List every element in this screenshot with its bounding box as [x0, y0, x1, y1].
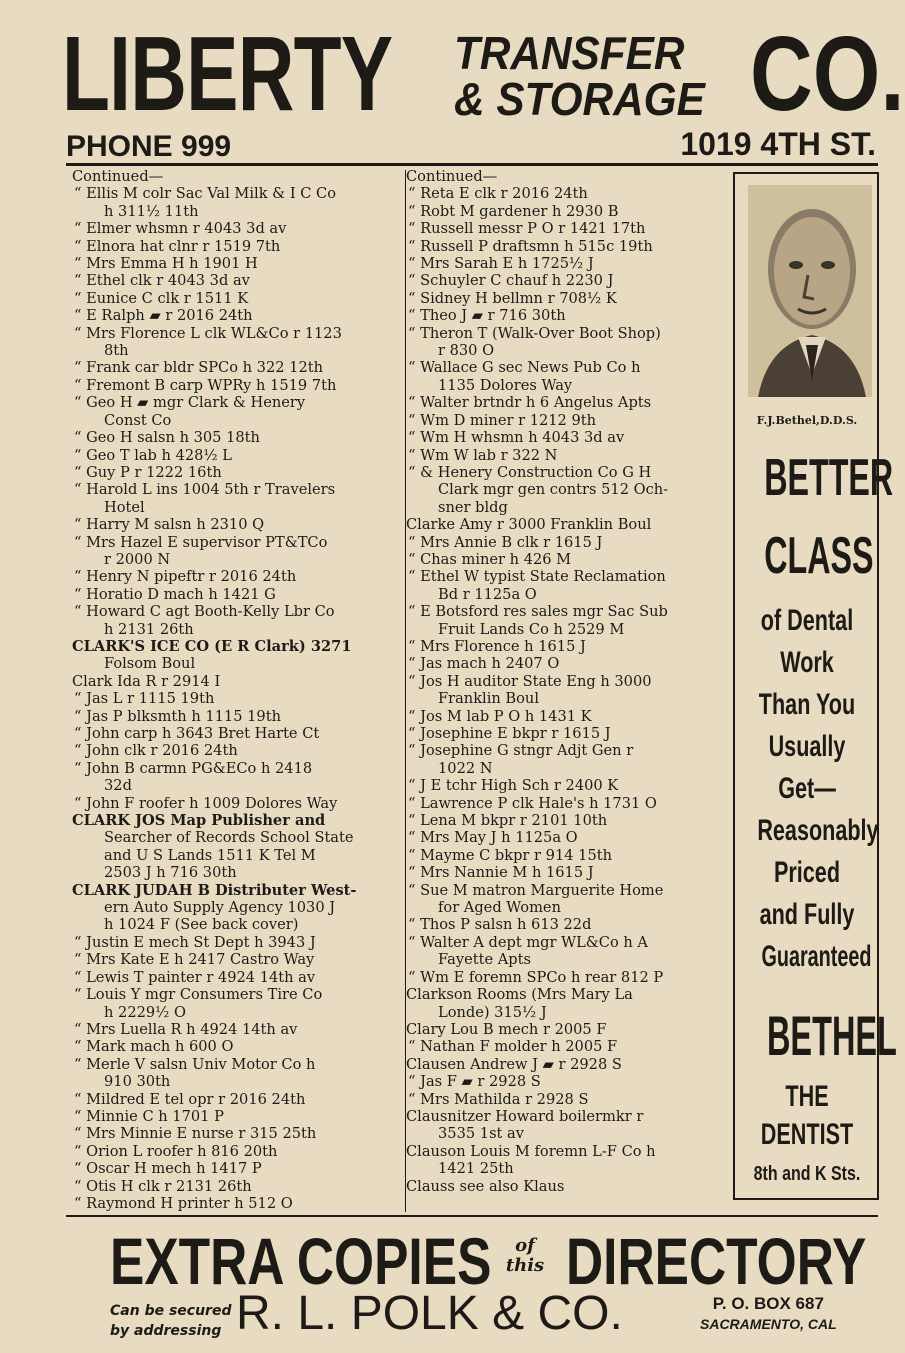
- directory-entry-line: “ Wm W lab r 322 N: [408, 446, 558, 464]
- directory-entry-line: “ Jas P blksmth h 1115 19th: [74, 707, 281, 725]
- directory-entry-line: “ John clk r 2016 24th: [74, 742, 238, 760]
- directory-entry-line: “ Mrs Kate E h 2417 Castro Way: [74, 951, 315, 969]
- ad-than-you: Than You: [758, 688, 856, 721]
- directory-entry-line: “ Jas mach h 2407 O: [408, 655, 560, 673]
- directory-entry-line: 32d: [104, 777, 132, 795]
- directory-entry-line: 3535 1st av: [438, 1125, 525, 1143]
- po-box-block: [700, 1294, 837, 1334]
- polk-company: R. L. POLK & CO.: [236, 1287, 623, 1340]
- directory-entry-line: Fruit Lands Co h 2529 M: [438, 620, 625, 638]
- directory-entry-line: “ Lawrence P clk Hale's h 1731 O: [408, 794, 657, 812]
- directory-entry-line: Continued—: [72, 168, 164, 185]
- directory-entry-line: sner bldg: [438, 498, 508, 516]
- directory-entry-line: “ Mrs Annie B clk r 1615 J: [408, 533, 603, 551]
- directory-entry-line: “ Harry M salsn h 2310 Q: [74, 516, 265, 534]
- directory-entry-line: “ Mildred E tel opr r 2016 24th: [74, 1090, 306, 1108]
- directory-entry-line: Clauss see also Klaus: [406, 1177, 565, 1195]
- secured-line-2: by addressing: [110, 1323, 222, 1339]
- directory-entry-line: “ Ellis M colr Sac Val Milk & I C Co: [74, 185, 336, 203]
- directory-entry-line: “ Minnie C h 1701 P: [74, 1107, 224, 1125]
- header-rule: [66, 163, 878, 166]
- directory-entry-line: “ Fremont B carp WPRy h 1519 7th: [74, 376, 337, 394]
- directory-entry-line: Const Co: [104, 411, 172, 429]
- street-address: 1019 4TH ST.: [680, 126, 876, 162]
- directory-entry-line: h 1024 F (See back cover): [104, 916, 299, 934]
- directory-entry-line: “ Thos P salsn h 613 22d: [408, 916, 592, 934]
- ad-class: CLASS: [764, 527, 874, 585]
- directory-entry-line: 1022 N: [438, 759, 493, 777]
- directory-entry-line: “ Mrs Florence h 1615 J: [408, 637, 586, 655]
- directory-entry-line: “ Theo J ▰ r 716 30th: [408, 307, 566, 325]
- directory-entry-line: “ Horatio D mach h 1421 G: [74, 585, 276, 603]
- directory-entry-line: Continued—: [406, 168, 498, 185]
- directory-entry-line: r 2000 N: [104, 550, 171, 568]
- directory-entry-line: CLARK'S ICE CO (E R Clark) 3271: [72, 637, 352, 655]
- ad-dentist: DENTIST: [760, 1118, 854, 1151]
- directory-entry-line: Searcher of Records School State: [104, 829, 354, 847]
- directory-entry-line: “ Mark mach h 600 O: [74, 1038, 234, 1056]
- directory-entry-line: and U S Lands 1511 K Tel M: [104, 846, 316, 864]
- directory-entry-line: “ Otis H clk r 2131 26th: [74, 1177, 252, 1195]
- directory-entry-line: “ Harold L ins 1004 5th r Travelers: [74, 481, 336, 499]
- transfer-line: TRANSFER: [454, 27, 685, 79]
- directory-entry-line: “ Josephine G stngr Adjt Gen r: [408, 742, 634, 760]
- dentist-portrait: [748, 185, 872, 397]
- directory-entry-line: “ Jas F ▰ r 2928 S: [408, 1073, 541, 1091]
- directory-entry-line: “ Lena M bkpr r 2101 10th: [408, 812, 608, 830]
- directory-entry-line: “ Robt M gardener h 2930 B: [408, 202, 619, 220]
- directory-entry-line: h 2229½ O: [104, 1003, 186, 1021]
- directory-entry-line: Clausnitzer Howard boilermkr r: [406, 1107, 644, 1125]
- directory-entry-line: “ Henry N pipeftr r 2016 24th: [74, 568, 297, 586]
- directory-entry-line: “ Josephine E bkpr r 1615 J: [408, 725, 611, 742]
- directory-entry-line: “ Elmer whsmn r 4043 3d av: [74, 220, 287, 238]
- directory-entry-line: “ John F roofer h 1009 Dolores Way: [74, 794, 338, 812]
- portrait-image: [748, 185, 872, 397]
- directory-entry-line: “ Geo H salsn h 305 18th: [74, 429, 260, 447]
- ad-priced: Priced: [773, 856, 841, 889]
- directory-entry-line: “ Wallace G sec News Pub Co h: [408, 359, 641, 377]
- directory-entry-line: Clark Ida R r 2914 I: [72, 672, 221, 690]
- liberty-header-ad: [62, 15, 905, 168]
- directory-entry-line: “ Oscar H mech h 1417 P: [74, 1160, 262, 1178]
- directory-entry-line: “ Sidney H bellmn r 708½ K: [408, 289, 617, 307]
- directory-entry-line: Clausen Andrew J ▰ r 2928 S: [406, 1055, 622, 1073]
- directory-entry-line: Clauson Louis M foremn L-F Co h: [406, 1142, 656, 1160]
- directory-entry-line: “ Frank car bldr SPCo h 322 12th: [74, 359, 324, 377]
- extra-copies-title: EXTRA COPIES: [110, 1224, 492, 1298]
- directory-title: DIRECTORY: [566, 1224, 867, 1298]
- directory-entry-line: Hotel: [104, 498, 145, 516]
- directory-entry-line: Clarkson Rooms (Mrs Mary La: [406, 986, 633, 1004]
- footer-rule: [66, 1215, 878, 1217]
- directory-entry-line: 910 30th: [104, 1073, 171, 1091]
- directory-entry-line: Clary Lou B mech r 2005 F: [406, 1020, 607, 1038]
- directory-entry-line: “ Jas L r 1115 19th: [74, 690, 215, 708]
- ad-usually: Usually: [768, 730, 846, 763]
- directory-entry-line: “ Mrs Minnie E nurse r 315 25th: [74, 1125, 317, 1143]
- directory-entry-line: “ John B carmn PG&ECo h 2418: [74, 759, 313, 777]
- directory-entry-line: “ Geo H ▰ mgr Clark & Henery: [74, 394, 306, 412]
- city: SACRAMENTO, CAL: [700, 1316, 837, 1332]
- directory-entry-line: Bd r 1125a O: [438, 585, 537, 603]
- directory-entry-line: “ Merle V salsn Univ Motor Co h: [74, 1055, 316, 1073]
- ad-of-dental: of Dental: [760, 604, 854, 637]
- directory-entry-line: “ John carp h 3643 Bret Harte Ct: [74, 725, 320, 742]
- ad-address: 8th and K Sts.: [753, 1163, 861, 1185]
- ad-and-fully: and Fully: [759, 898, 855, 931]
- directory-entry-line: ern Auto Supply Agency 1030 J: [104, 899, 336, 917]
- directory-entry-line: “ Russell P draftsmn h 515c 19th: [408, 237, 653, 255]
- directory-entry-line: “ Mrs Hazel E supervisor PT&TCo: [74, 533, 328, 551]
- right-listing-column: [400, 168, 736, 1195]
- directory-entry-line: Clark mgr gen contrs 512 Och-: [438, 481, 669, 499]
- directory-entry-line: “ Guy P r 1222 16th: [74, 463, 222, 481]
- directory-entry-line: r 830 O: [438, 342, 495, 360]
- directory-entry-line: “ Mrs Nannie M h 1615 J: [408, 864, 594, 882]
- secured-note: [110, 1301, 231, 1341]
- directory-entry-line: CLARK JOS Map Publisher and: [72, 812, 326, 830]
- transfer-storage-title: [454, 27, 705, 125]
- ad-bethel: BETHEL: [766, 1004, 897, 1067]
- directory-entry-line: “ Walter A dept mgr WL&Co h A: [408, 933, 648, 951]
- directory-entry-line: “ Nathan F molder h 2005 F: [408, 1038, 618, 1056]
- directory-entry-line: “ J E tchr High Sch r 2400 K: [408, 777, 619, 795]
- directory-entry-line: “ Wm E foremn SPCo h rear 812 P: [408, 968, 664, 986]
- ad-the: THE: [785, 1080, 829, 1113]
- directory-entry-line: CLARK JUDAH B Distributer West-: [72, 881, 357, 899]
- directory-entry-line: for Aged Women: [438, 899, 561, 917]
- directory-entry-line: 1421 25th: [438, 1160, 514, 1178]
- directory-entry-line: “ E Botsford res sales mgr Sac Sub: [408, 603, 668, 621]
- directory-entry-line: “ Schuyler C chauf h 2230 J: [408, 272, 614, 290]
- directory-entry-line: Franklin Boul: [438, 690, 539, 708]
- co-title: CO.: [750, 15, 905, 133]
- directory-entry-line: “ Mrs Luella R h 4924 14th av: [74, 1020, 298, 1038]
- directory-entry-line: “ Mrs Florence L clk WL&Co r 1123: [74, 324, 342, 342]
- directory-entry-line: “ Reta E clk r 2016 24th: [408, 185, 588, 203]
- directory-entry-line: “ Jos H auditor State Eng h 3000: [408, 672, 652, 690]
- secured-line-1: Can be secured: [110, 1303, 232, 1319]
- ad-better: BETTER: [764, 449, 894, 507]
- ad-guaranteed: Guaranteed: [761, 940, 872, 973]
- directory-entry-line: “ Mrs Mathilda r 2928 S: [408, 1090, 589, 1108]
- of-word: of: [515, 1235, 535, 1256]
- directory-entry-line: “ Mrs May J h 1125a O: [408, 829, 578, 847]
- directory-entry-line: Fayette Apts: [438, 951, 531, 969]
- directory-entry-line: “ Eunice C clk r 1511 K: [74, 289, 249, 307]
- directory-entry-line: “ Raymond H printer h 512 O: [74, 1194, 293, 1212]
- directory-entry-line: 1135 Dolores Way: [438, 376, 573, 394]
- ad-work: Work: [780, 646, 834, 679]
- directory-entry-line: 2503 J h 716 30th: [104, 864, 237, 882]
- dentist-caption: F.J.Bethel,D.D.S.: [756, 414, 858, 427]
- directory-entry-line: “ Howard C agt Booth-Kelly Lbr Co: [74, 603, 335, 621]
- phone-number: PHONE 999: [66, 130, 232, 163]
- directory-entry-line: “ Chas miner h 426 M: [408, 550, 572, 568]
- directory-entry-line: “ Louis Y mgr Consumers Tire Co: [74, 986, 323, 1004]
- directory-entry-line: “ Ethel W typist State Reclamation: [408, 568, 666, 586]
- directory-entry-line: “ Mayme C bkpr r 914 15th: [408, 846, 612, 864]
- directory-entry-line: “ Wm D miner r 1212 9th: [408, 411, 597, 429]
- of-this-label: [502, 1236, 548, 1276]
- liberty-title: LIBERTY: [62, 15, 393, 133]
- directory-entry-line: h 2131 26th: [104, 620, 194, 638]
- directory-entry-line: “ Russell messr P O r 1421 17th: [408, 220, 646, 238]
- this-word: this: [505, 1255, 545, 1276]
- directory-entry-line: “ Mrs Sarah E h 1725½ J: [408, 255, 594, 273]
- directory-entry-line: “ Geo T lab h 428½ L: [74, 446, 232, 464]
- directory-entry-line: “ Justin E mech St Dept h 3943 J: [74, 933, 316, 951]
- directory-entry-line: “ & Henery Construction Co G H: [408, 463, 652, 481]
- directory-entry-line: h 311½ 11th: [104, 202, 199, 220]
- directory-entry-line: “ Walter brtndr h 6 Angelus Apts: [408, 394, 652, 412]
- directory-entry-line: “ Elnora hat clnr r 1519 7th: [74, 237, 281, 255]
- directory-entry-line: “ Ethel clk r 4043 3d av: [74, 272, 250, 290]
- left-listing-column: [66, 168, 400, 1212]
- directory-entry-line: 8th: [104, 342, 129, 360]
- ad-get: Get—: [778, 772, 836, 805]
- ad-reasonably: Reasonably: [757, 814, 879, 847]
- directory-entry-line: Londe) 315½ J: [438, 1003, 547, 1021]
- directory-entry-line: “ Orion L roofer h 816 20th: [74, 1142, 278, 1160]
- directory-entry-line: “ Theron T (Walk-Over Boot Shop): [408, 324, 661, 342]
- po-box: P. O. BOX 687: [712, 1294, 824, 1313]
- directory-entry-line: “ Jos M lab P O h 1431 K: [408, 707, 592, 725]
- directory-entry-line: “ E Ralph ▰ r 2016 24th: [74, 307, 253, 325]
- directory-entry-line: “ Lewis T painter r 4924 14th av: [74, 968, 316, 986]
- directory-entry-line: “ Sue M matron Marguerite Home: [408, 881, 664, 899]
- directory-entry-line: Clarke Amy r 3000 Franklin Boul: [406, 516, 652, 534]
- directory-entry-line: “ Mrs Emma H h 1901 H: [74, 255, 258, 273]
- directory-entry-line: “ Wm H whsmn h 4043 3d av: [408, 429, 625, 447]
- storage-line: & STORAGE: [454, 73, 705, 125]
- directory-entry-line: Folsom Boul: [104, 655, 196, 673]
